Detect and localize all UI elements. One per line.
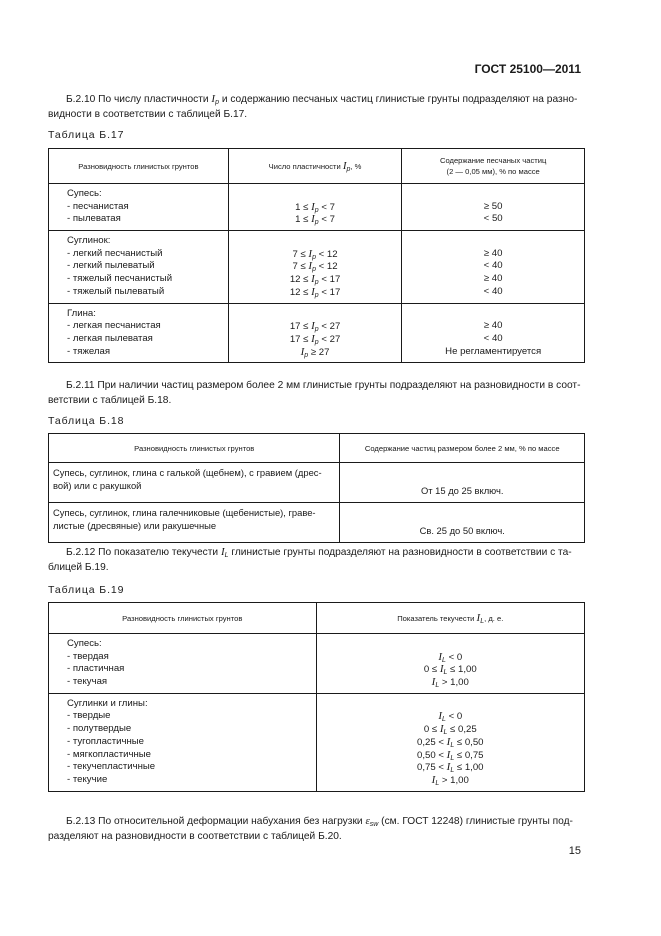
table-b17-header-sand: Содержание песчаных частиц (2 — 0,05 мм), % по массе <box>402 149 585 184</box>
sand-content: ≥ 40 <box>483 320 503 332</box>
table-b17-variety-cell <box>49 184 229 231</box>
table-b17-header-plasticity: Число пластичности $I_p$, % <box>228 149 402 184</box>
table-b18-value: Св. 25 до 50 включ. <box>340 503 585 543</box>
table-b17-sand-cell <box>402 231 585 303</box>
liquidity-range: $0,25 < I_L \le 0,50$ <box>417 735 484 749</box>
table-b17-caption: Таблица Б.17 <box>48 129 125 141</box>
table-b18-variety: Супесь, суглинок, глина с галькой (щебнем), с гравием (дрес- вой) или с ракушкой <box>49 463 340 503</box>
table-b17-variety-cell <box>49 303 229 363</box>
soil-variety: - легкий песчанистый <box>67 247 163 259</box>
table-row <box>49 231 585 303</box>
soil-variety: - полутвердые <box>67 723 132 735</box>
table-b17-plasticity-cell <box>228 184 402 231</box>
table-b17-sand-cell <box>402 184 585 231</box>
group-title: Супесь: <box>67 188 102 199</box>
table-row <box>49 184 585 231</box>
table-row <box>49 503 585 543</box>
table-b18-header-variety: Разновидность глинистых грунтов <box>49 434 340 463</box>
table-b17-header-variety: Разновидность глинистых грунтов <box>49 149 229 184</box>
table-b17 <box>48 148 585 363</box>
soil-variety: - тугопластичные <box>67 735 144 747</box>
sand-content: < 40 <box>483 332 503 344</box>
soil-variety: - текучая <box>67 676 108 688</box>
soil-variety: - текучепластичные <box>67 761 156 773</box>
plasticity-range: $12 \le I_p < 17$ <box>289 273 341 287</box>
liquidity-range: $0,50 < I_L \le 0,75$ <box>417 748 484 762</box>
soil-variety: - легкий пылеватый <box>67 260 155 272</box>
table-row <box>49 463 585 503</box>
group-title: Глина: <box>67 307 96 319</box>
plasticity-range: $1 \le I_p < 7$ <box>295 200 335 214</box>
soil-variety: - текучие <box>67 773 108 785</box>
liquidity-range: $I_L > 1,00$ <box>431 773 469 787</box>
plasticity-range: $7 \le I_p < 12$ <box>292 260 338 274</box>
table-b18-variety: Супесь, суглинок, глина галечниковые (щебенистые), граве- листые (дресвяные) или ракушечные <box>49 503 340 543</box>
plasticity-range: $I_p \ge 27$ <box>300 345 330 359</box>
table-b18-header-content: Содержание частиц размером более 2 мм, % по массе <box>340 434 585 463</box>
table-b17-plasticity-cell <box>228 231 402 303</box>
group-title: Суглинки и глины: <box>67 697 148 709</box>
table-b18-value: От 15 до 25 включ. <box>340 463 585 503</box>
table-b19-variety-cell <box>49 693 317 791</box>
liquidity-range: $0 \le I_L \le 1,00$ <box>423 663 477 677</box>
table-row <box>49 634 585 694</box>
group-title: Супесь: <box>67 638 102 649</box>
table-row <box>49 303 585 363</box>
sand-content: < 40 <box>483 260 503 272</box>
plasticity-range: $7 \le I_p < 12$ <box>292 247 338 261</box>
table-b19-liquidity-cell <box>316 634 584 694</box>
table-b19-liquidity-cell <box>316 693 584 791</box>
table-b17-plasticity-cell <box>228 303 402 363</box>
liquidity-range: $0,75 < I_L \le 1,00$ <box>417 761 484 775</box>
table-b19-header-variety: Разновидность глинистых грунтов <box>49 603 317 634</box>
page-number: 15 <box>568 845 581 857</box>
document-standard-header: ГОСТ 25100—2011 <box>474 62 581 76</box>
table-b19-header-liquidity: Показатель текучести $I_L$, д. е. <box>316 603 584 634</box>
liquidity-range: $0 \le I_L \le 0,25$ <box>423 723 477 737</box>
soil-variety: - песчанистая <box>67 200 129 212</box>
soil-variety: - легкая пылеватая <box>67 332 153 344</box>
soil-variety: - тяжелый пылеватый <box>67 285 165 297</box>
paragraph-b2-13: Б.2.13 По относительной деформации набухания без нагрузки $\varepsilon_{sw}$ (см. ГОСТ 12248) глинистые грунты под- разделяют на разновидности в соответствии с таблицей Б.20. <box>48 815 573 842</box>
table-b19-variety-cell <box>49 634 317 694</box>
table-b19 <box>48 602 585 792</box>
soil-variety: - твердая <box>67 650 109 662</box>
soil-variety: - пластичная <box>67 663 125 675</box>
table-b17-variety-cell <box>49 231 229 303</box>
liquidity-range: $I_L > 1,00$ <box>431 676 469 690</box>
soil-variety: - твердые <box>67 710 111 722</box>
sand-content: < 50 <box>483 213 503 225</box>
paragraph-b2-12: Б.2.12 По показателю текучести $I_L$ глинистые грунты подразделяют на разновидности в соответствии с та- блицей Б.19. <box>48 546 572 573</box>
plasticity-range: $17 \le I_p < 27$ <box>289 320 341 334</box>
plasticity-range: $1 \le I_p < 7$ <box>295 213 335 227</box>
soil-variety: - тяжелая <box>67 345 111 357</box>
sand-content: ≥ 40 <box>483 247 503 259</box>
sand-content: ≥ 50 <box>483 200 503 212</box>
paragraph-b2-11: Б.2.11 При наличии частиц размером более 2 мм глинистые грунты подразделяют на разновидности в соот- ветствии с таблицей Б.18. <box>48 380 581 406</box>
plasticity-range: $12 \le I_p < 17$ <box>289 285 341 299</box>
soil-variety: - легкая песчанистая <box>67 320 161 332</box>
soil-variety: - мягкопластичные <box>67 748 151 760</box>
liquidity-range: $I_L < 0$ <box>438 650 463 664</box>
plasticity-range: $17 \le I_p < 27$ <box>289 332 341 346</box>
soil-variety: - пылеватая <box>67 213 121 225</box>
paragraph-b2-10: Б.2.10 По числу пластичности $I_p$ и содержанию песчаных частиц глинистые грунты подразделяют на разно- видности в соответствии с таблицей Б.17. <box>48 93 578 120</box>
table-b19-caption: Таблица Б.19 <box>48 584 125 596</box>
sand-content: Не регламентируется <box>445 345 542 357</box>
soil-variety: - тяжелый песчанистый <box>67 273 173 285</box>
table-b17-sand-cell <box>402 303 585 363</box>
liquidity-range: $I_L < 0$ <box>438 710 463 724</box>
group-title: Суглинок: <box>67 235 111 247</box>
table-b18-caption: Таблица Б.18 <box>48 415 125 427</box>
table-row <box>49 693 585 791</box>
sand-content: ≥ 40 <box>483 273 503 285</box>
sand-content: < 40 <box>483 285 503 297</box>
table-b18 <box>48 433 585 543</box>
